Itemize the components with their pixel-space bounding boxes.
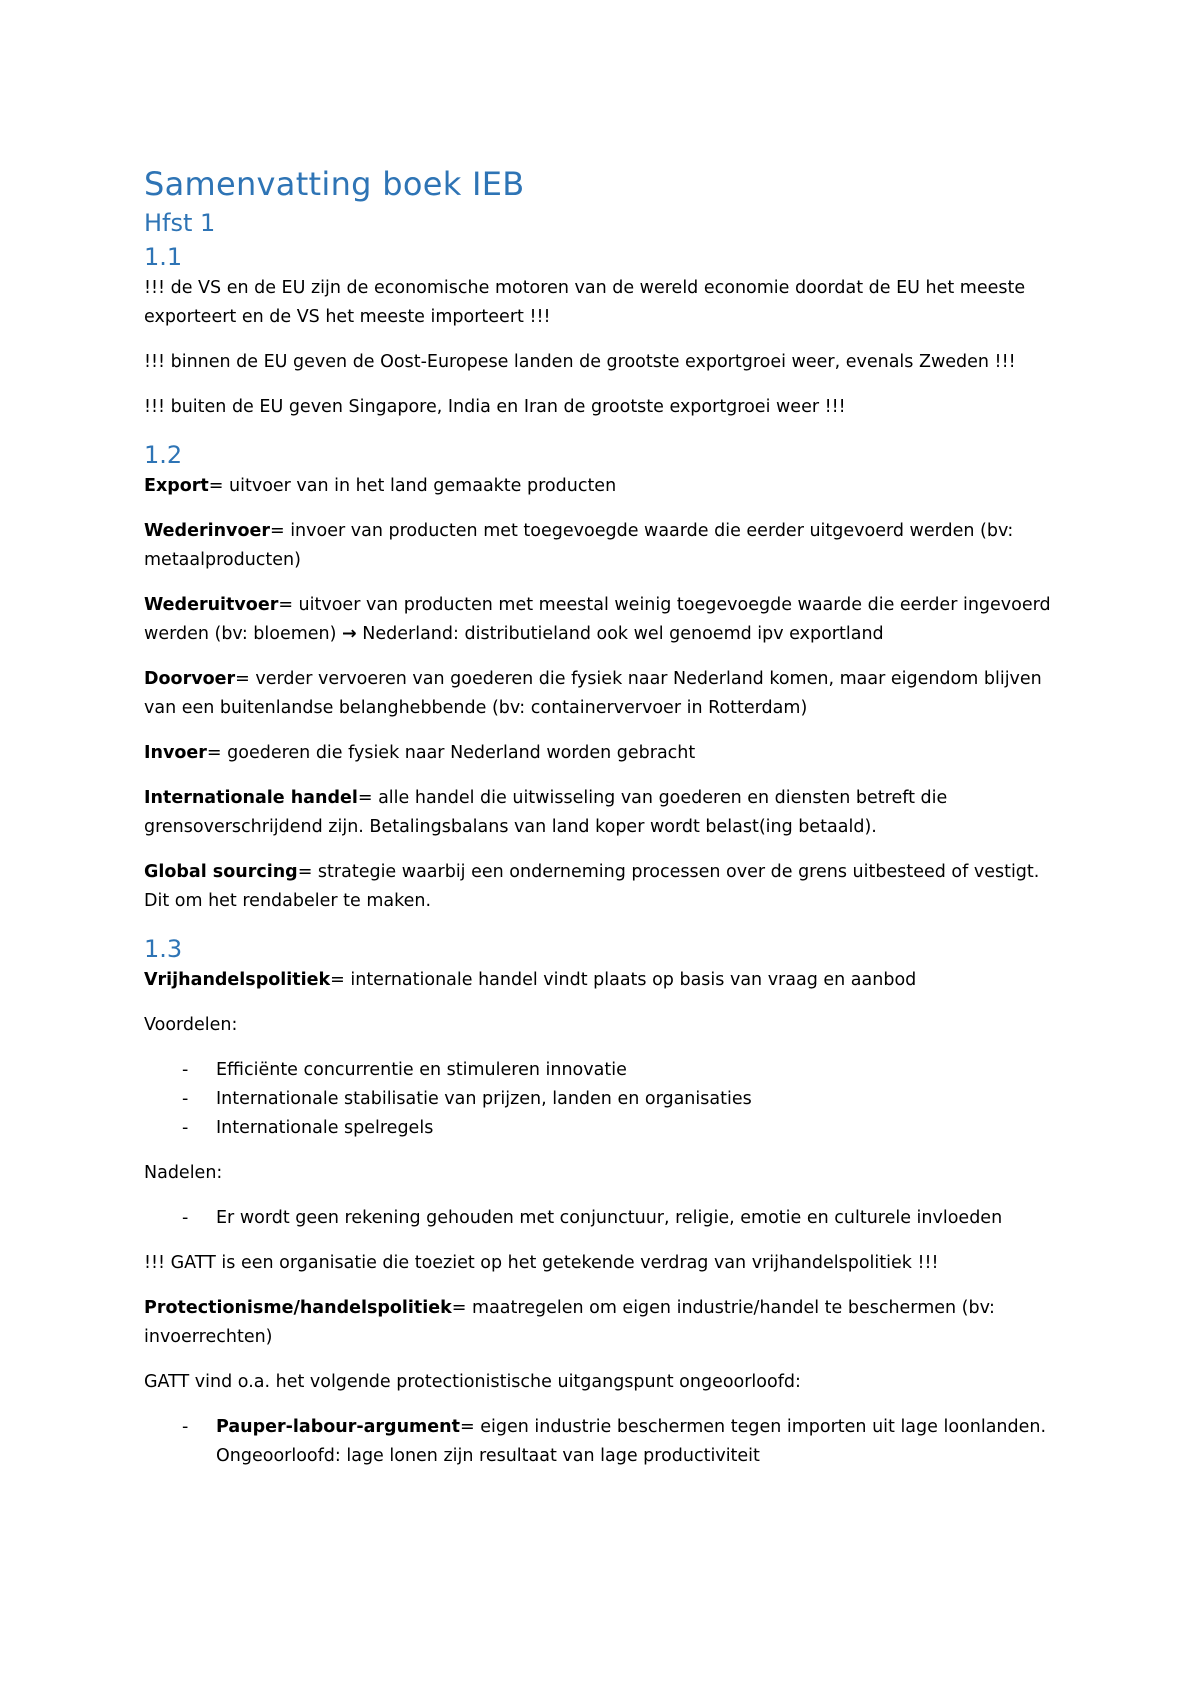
- term: Export: [144, 476, 209, 496]
- paragraph: !!! binnen de EU geven de Oost-Europese landen de grootste exportgroei weer, evenals Zweden !!!: [144, 352, 1016, 372]
- definition-vrijhandelspolitiek: [144, 966, 1064, 995]
- dash-bullet: -: [182, 1089, 189, 1109]
- definition-wederuitvoer: [144, 591, 1064, 649]
- section-heading-1-2: 1.2: [144, 441, 183, 469]
- definition: = alle handel die uitwisseling van goederen en diensten betreft die grensoverschrijdend zijn. Betalingsbalans van land koper wordt belast(ing betaald).: [144, 788, 948, 837]
- definition: = internationale handel vindt plaats op basis van vraag en aanbod: [330, 970, 917, 990]
- voordelen-label: Voordelen:: [144, 1015, 238, 1035]
- document-title: Samenvatting boek IEB: [144, 165, 525, 203]
- voordelen-list: [144, 1056, 1064, 1143]
- paragraph: !!! buiten de EU geven Singapore, India en Iran de grootste exportgroei weer !!!: [144, 397, 846, 417]
- definition-protectionisme: [144, 1294, 1064, 1352]
- gatt-paragraph: GATT vind o.a. het volgende protectionistische uitgangspunt ongeoorloofd:: [144, 1372, 801, 1392]
- definition-export: [144, 472, 1064, 501]
- definition: = invoer van producten met toegevoegde waarde die eerder uitgevoerd werden (bv: metaalproducten): [144, 521, 1014, 570]
- term: Global sourcing: [144, 862, 298, 882]
- term: Internationale handel: [144, 788, 358, 808]
- list-item-text: Efficiënte concurrentie en stimuleren innovatie: [216, 1060, 627, 1080]
- list-item: [144, 1114, 1064, 1143]
- list-item-text: Er wordt geen rekening gehouden met conjunctuur, religie, emotie en culturele invloeden: [216, 1208, 1003, 1228]
- definition: = strategie waarbij een onderneming processen over de grens uitbesteed of vestigt. Dit om het rendabeler te maken.: [144, 862, 1040, 911]
- gatt-note: !!! GATT is een organisatie die toeziet op het getekende verdrag van vrijhandelspolitiek !!!: [144, 1253, 939, 1273]
- term: Protectionisme/handelspolitiek: [144, 1298, 452, 1318]
- definition-global-sourcing: [144, 858, 1064, 916]
- dash-bullet: -: [182, 1417, 189, 1437]
- dash-bullet: -: [182, 1118, 189, 1138]
- list-item-text: Internationale spelregels: [216, 1118, 434, 1138]
- list-item: [144, 1085, 1064, 1114]
- nadelen-label: Nadelen:: [144, 1163, 223, 1183]
- chapter-heading: Hfst 1: [144, 209, 216, 237]
- definition: = uitvoer van producten met meestal weinig toegevoegde waarde die eerder ingevoerd werden (bv: bloemen): [144, 595, 1051, 644]
- definition-internationale-handel: [144, 784, 1064, 842]
- definition-invoer: [144, 739, 1064, 768]
- definition: = eigen industrie beschermen tegen importen uit lage loonlanden. Ongeoorloofd: lage lonen zijn resultaat van lage productiviteit: [216, 1417, 1047, 1466]
- paragraph: !!! de VS en de EU zijn de economische motoren van de wereld economie doordat de EU het meeste exporteert en de VS het meeste importeert !!!: [144, 278, 1026, 327]
- definition: = goederen die fysiek naar Nederland worden gebracht: [206, 743, 696, 763]
- term: Wederuitvoer: [144, 595, 279, 615]
- protectionism-list: [144, 1413, 1064, 1471]
- dash-bullet: -: [182, 1208, 189, 1228]
- section-heading-1-3: 1.3: [144, 935, 183, 963]
- list-item-text: Internationale stabilisatie van prijzen, landen en organisaties: [216, 1089, 752, 1109]
- definition: = verder vervoeren van goederen die fysiek naar Nederland komen, maar eigendom blijven van een buitenlandse belanghebbende (bv: containervervoer in Rotterdam): [144, 669, 1042, 718]
- dash-bullet: -: [182, 1060, 189, 1080]
- section-heading-1-1: 1.1: [144, 243, 183, 271]
- nadelen-list: [144, 1204, 1064, 1233]
- term: Pauper-labour-argument: [216, 1417, 460, 1437]
- definition-extra: Nederland: distributieland ook wel genoemd ipv exportland: [362, 624, 884, 644]
- term: Doorvoer: [144, 669, 236, 689]
- definition: = maatregelen om eigen industrie/handel te beschermen (bv: invoerrechten): [144, 1298, 995, 1347]
- definition-wederinvoer: [144, 517, 1064, 575]
- term: Vrijhandelspolitiek: [144, 970, 331, 990]
- list-item: [144, 1056, 1064, 1085]
- list-item: [144, 1413, 1064, 1471]
- term: Wederinvoer: [144, 521, 270, 541]
- list-item: [144, 1204, 1064, 1233]
- definition-doorvoer: [144, 665, 1064, 723]
- definition: = uitvoer van in het land gemaakte producten: [208, 476, 617, 496]
- term: Invoer: [144, 743, 207, 763]
- arrow-right-icon: →: [342, 624, 357, 644]
- document-body: [144, 162, 1064, 1487]
